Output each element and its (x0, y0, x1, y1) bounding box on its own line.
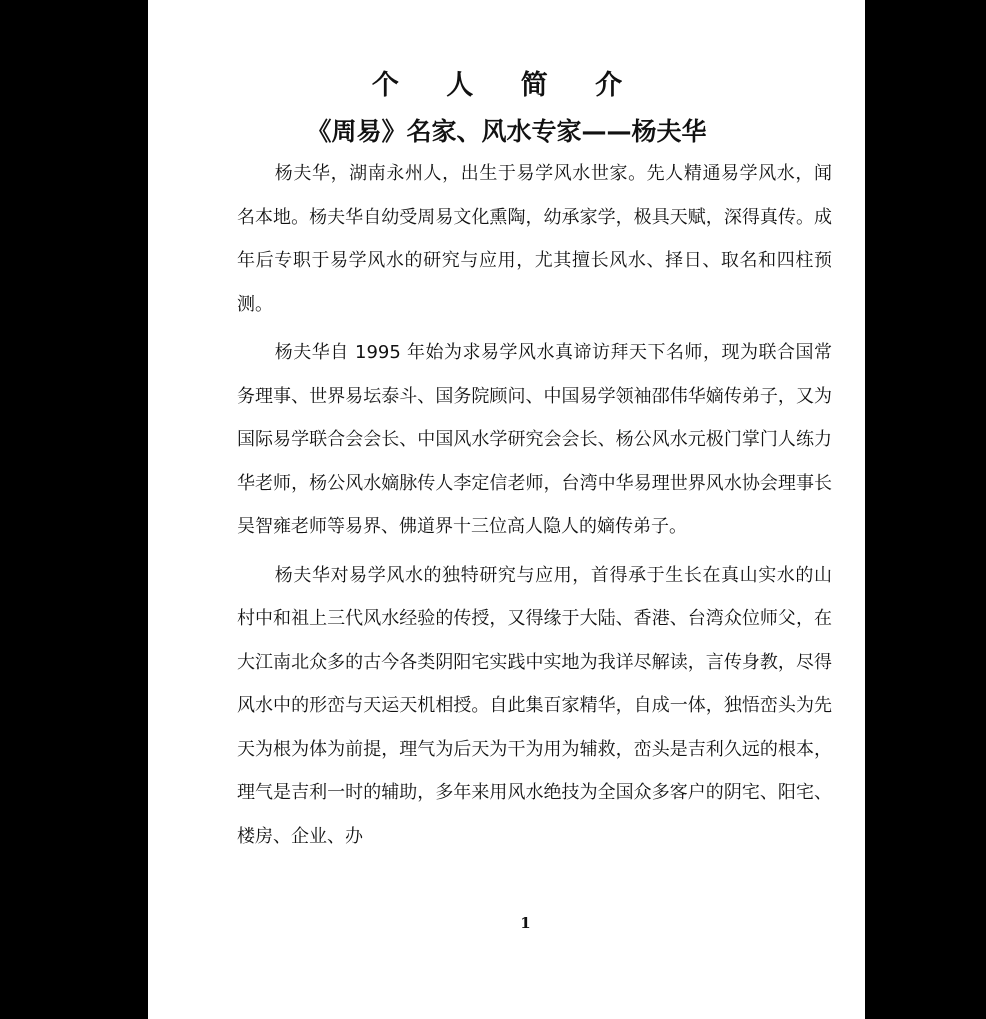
document-page (148, 0, 865, 1019)
paragraph-2: 杨夫华自 1995 年始为求易学风水真谛访拜天下名师，现为联合国常务理事、世界易坛泰斗、国务院顾问、中国易学领袖邵伟华嫡传弟子，又为国际易学联合会会长、中国风水学研究会会长、杨公风水元极门掌门人练力华老师，杨公风水嫡脉传人李定信老师，台湾中华易理世界风水协会理事长吴智雍老师等易界、佛道界十三位高人隐人的嫡传弟子。 (237, 342, 832, 537)
paragraph-3: 杨夫华对易学风水的独特研究与应用，首得承于生长在真山实水的山村中和祖上三代风水经验的传授，又得缘于大陆、香港、台湾众位师父，在大江南北众多的古今各类阴阳宅实践中实地为我详尽解读，言传身教，尽得风水中的形峦与天运天机相授。自此集百家精华，自成一体，独悟峦头为先天为根为体为前提，理气为后天为干为用为辅救，峦头是吉利久远的根本，理气是吉利一时的辅助，多年来用风水绝技为全国众多客户的阴宅、阳宅、楼房、企业、办 (237, 564, 832, 847)
page-number: 1 (520, 914, 531, 932)
body-text (237, 152, 832, 858)
page-subtitle: 《周易》名家、风水专家——杨夫华 (306, 117, 707, 146)
page-title: 个 人 简 介 (371, 70, 642, 101)
paragraph-1: 杨夫华，湖南永州人，出生于易学风水世家。先人精通易学风水，闻名本地。杨夫华自幼受周易文化熏陶，幼承家学，极具天赋，深得真传。成年后专职于易学风水的研究与应用，尤其擅长风水、择日、取名和四柱预测。 (237, 163, 832, 315)
